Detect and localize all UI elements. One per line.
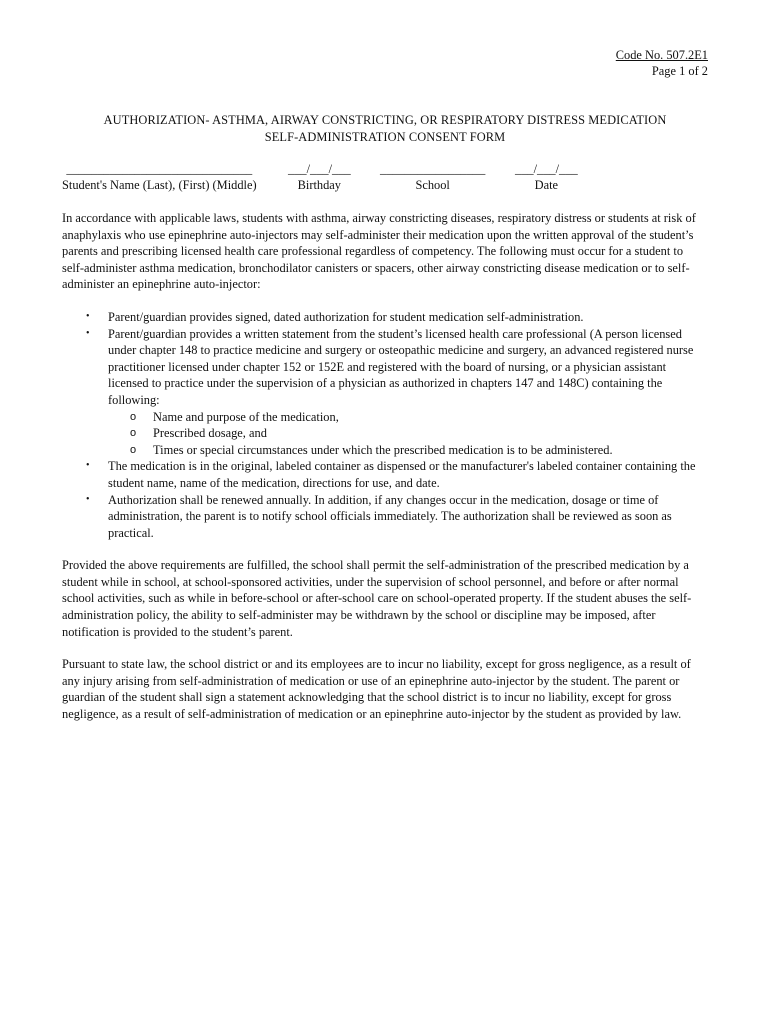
form-body — [62, 210, 707, 723]
bullet-icon: • — [86, 327, 90, 339]
circle-bullet-icon: o — [130, 410, 137, 423]
field-blank: ______________________________ — [66, 162, 253, 176]
list-item — [62, 309, 707, 326]
sub-list-item — [108, 425, 707, 442]
field-blank: ___/___/___ — [288, 162, 351, 176]
birthday-field[interactable] — [288, 161, 351, 193]
bullet-icon: • — [86, 310, 90, 322]
date-field[interactable] — [515, 161, 578, 193]
list-item-text: Parent/guardian provides a written statement from the student’s licensed health care professional (A person licensed under chapter 148 to practice medicine and surgery or osteopathic medicine and surgery, an advanced registered nurse practitioner licensed under chapter 152 or 152E and registered with the board of nursing, or a physician assistant licensed to practice under the supervision of a physician as authorized in chapters 147 and 148C) containing the following: — [108, 326, 694, 407]
school-field[interactable] — [380, 161, 485, 193]
document-header — [616, 47, 708, 79]
self-administration-paragraph: Provided the above requirements are fulfilled, the school shall permit the self-administration of the prescribed medication by a student while in school, at school-sponsored activities, under the supervision of school personnel, and before or after normal school activities, such as while in before-school or after-school care on school-operated property. If the student abuses the self-administration policy, the ability to self-administer may be withdrawn by the school or discipline may be imposed, after notification is provided to the student’s parent. — [62, 558, 692, 639]
list-item — [62, 458, 707, 491]
field-label: Date — [534, 178, 559, 192]
sub-item-text: Times or special circumstances under which the prescribed medication is to be administered. — [153, 442, 613, 457]
title-line-2: SELF-ADMINISTRATION CONSENT FORM — [264, 130, 506, 144]
field-label: School — [415, 178, 450, 192]
sub-list-item — [108, 442, 707, 459]
list-item — [62, 492, 707, 542]
field-label: Birthday — [297, 178, 342, 192]
list-item-text: Authorization shall be renewed annually. In addition, if any changes occur in the medication, dosage or time of administration, the parent is to notify school officials immediately. The authorization shall be reviewed as soon as practical. — [108, 492, 672, 540]
student-name-field[interactable] — [62, 161, 257, 193]
page-number: Page 1 of 2 — [651, 64, 708, 78]
field-blank: _________________ — [380, 162, 486, 176]
requirements-list — [62, 309, 707, 541]
student-info-fields — [62, 161, 712, 197]
field-label: Student's Name (Last), (First) (Middle) — [62, 178, 257, 192]
field-blank: ___/___/___ — [515, 162, 578, 176]
circle-bullet-icon: o — [130, 427, 137, 440]
bullet-icon: • — [86, 493, 90, 505]
code-number: Code No. 507.2E1 — [615, 48, 708, 62]
title-line-1: AUTHORIZATION- ASTHMA, AIRWAY CONSTRICTING, OR RESPIRATORY DISTRESS MEDICATION — [103, 113, 667, 127]
intro-paragraph: In accordance with applicable laws, students with asthma, airway constricting diseases, respiratory distress or students at risk of anaphylaxis who use epinephrine auto-injectors may self-administer their medication upon the written approval of the student’s parents and prescribing licensed health care professional regardless of competency. The following must occur for a student to self-administer asthma medication, bronchodilator canisters or spacers, other airway constricting disease medication or to self-administer an epinephrine auto-injector: — [62, 211, 696, 292]
liability-paragraph: Pursuant to state law, the school district or and its employees are to incur no liability, except for gross negligence, as a result of any injury arising from self-administration of medication or use of an epinephrine auto-injector by the student. The parent or guardian of the student shall sign a statement acknowledging that the school district is to incur no liability, except for gross negligence, as a result of self-administration of medication or an epinephrine auto-injector by the student as provided by law. — [62, 657, 691, 722]
list-item-text: The medication is in the original, labeled container as dispensed or the manufacturer's labeled container containing the student name, name of the medication, directions for use, and date. — [108, 459, 696, 490]
bullet-icon: • — [86, 460, 90, 472]
circle-bullet-icon: o — [130, 443, 137, 456]
statement-contents-list — [108, 409, 707, 459]
list-item-text: Parent/guardian provides signed, dated authorization for student medication self-administration. — [108, 309, 584, 324]
sub-list-item — [108, 409, 707, 426]
sub-item-text: Prescribed dosage, and — [153, 426, 267, 441]
list-item — [62, 326, 707, 459]
sub-item-text: Name and purpose of the medication, — [153, 409, 339, 424]
form-title — [40, 112, 730, 146]
